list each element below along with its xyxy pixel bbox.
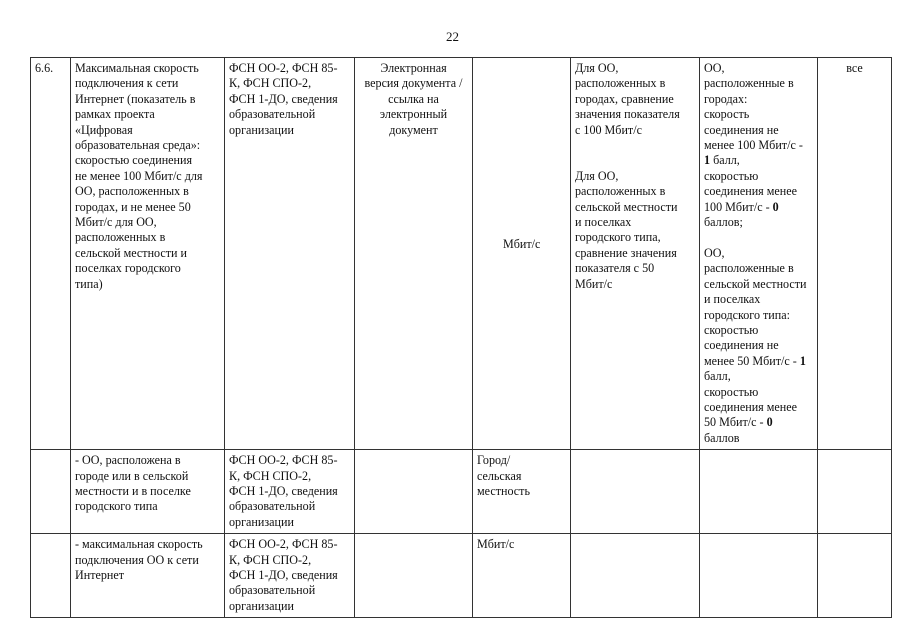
indicator-name: - максимальная скорость подключения ОО к сети Интернет [71, 534, 225, 618]
indicator-table [30, 57, 892, 618]
table-row [31, 450, 892, 534]
calc-method: Для ОО, расположенных в городах, сравнение значения показателя с 100 Мбит/с Для ОО, расположенных в сельской местности и поселках городского типа, сравнение значения показателя с 50 Мбит/с [571, 58, 700, 450]
data-source: ФСН ОО-2, ФСН 85- К, ФСН СПО-2, ФСН 1-ДО, сведения образовательной организации [225, 534, 355, 618]
applies-to: все [818, 58, 892, 450]
calc-method [571, 450, 700, 534]
applies-to [818, 450, 892, 534]
data-source: ФСН ОО-2, ФСН 85- К, ФСН СПО-2, ФСН 1-ДО, сведения образовательной организации [225, 450, 355, 534]
unit-cell [473, 58, 571, 450]
scoring-rules [700, 450, 818, 534]
data-source: ФСН ОО-2, ФСН 85- К, ФСН СПО-2, ФСН 1-ДО, сведения образовательной организации [225, 58, 355, 450]
document-form [355, 450, 473, 534]
row-number [31, 534, 71, 618]
unit-cell: Город/ сельская местность [473, 450, 571, 534]
document-form: Электронная версия документа / ссылка на электронный документ [355, 58, 473, 450]
indicator-name: Максимальная скорость подключения к сети Интернет (показатель в рамках проекта «Цифровая образовательная среда»: скоростью соединения не менее 100 Мбит/с для ОО, расположенных в городах, и не менее 50 Мбит/с для ОО, расположенных в сельской местности и поселках городского типа) [71, 58, 225, 450]
unit-label: Мбит/с [503, 237, 541, 251]
table-row [31, 534, 892, 618]
scoring-rules [700, 534, 818, 618]
applies-to [818, 534, 892, 618]
row-number [31, 450, 71, 534]
unit-cell: Мбит/с [473, 534, 571, 618]
calc-method [571, 534, 700, 618]
table-row [31, 58, 892, 450]
indicator-name: - ОО, расположена в городе или в сельской местности и в поселке городского типа [71, 450, 225, 534]
scoring-rules: ОО, расположенные в городах: скорость соединения не менее 100 Мбит/с - 1 балл, скоростью соединения менее 100 Мбит/с - 0 баллов; ОО, расположенные в сельской местности и поселках городского типа: скоростью соединения не менее 50 Мбит/с - 1 балл, скоростью соединения менее 50 Мбит/с - 0 баллов [700, 58, 818, 450]
row-number: 6.6. [31, 58, 71, 450]
document-form [355, 534, 473, 618]
page-number: 22 [446, 29, 459, 44]
